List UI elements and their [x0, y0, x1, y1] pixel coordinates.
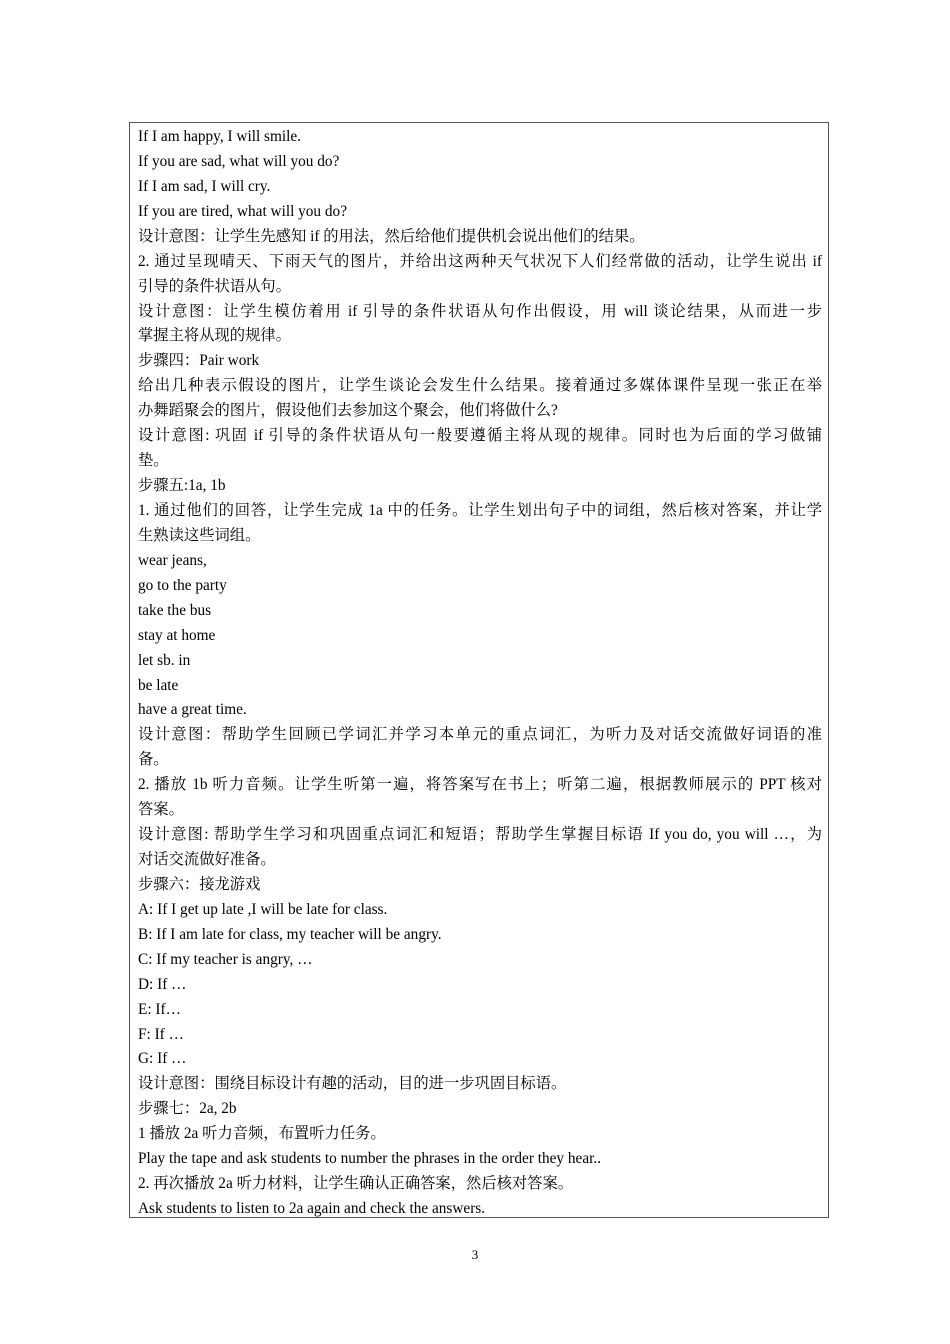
page-number: 3	[471, 1247, 479, 1262]
text-line: 1 播放 2a 听力音频，布置听力任务。	[138, 1125, 386, 1143]
text-line: go to the party	[138, 576, 227, 594]
text-line: 设计意图：让学生先感知 if 的用法，然后给他们提供机会说出他们的结果。	[138, 227, 645, 245]
text-line: If you are sad, what will you do?	[138, 152, 340, 170]
text-line: If I am sad, I will cry.	[138, 177, 271, 195]
text-line: Play the tape and ask students to number the phrases in the order they hear..	[138, 1150, 602, 1168]
text-line: 设计意图: 帮助学生学习和巩固重点词汇和短语；帮助学生掌握目标语 If you do, you will …，为	[138, 826, 822, 843]
text-line: Ask students to listen to 2a again and check the answers.	[138, 1200, 486, 1217]
text-line: 步骤四：Pair work	[138, 352, 260, 370]
text-line: 备。	[138, 751, 169, 769]
text-line: 对话交流做好准备。	[138, 851, 276, 868]
text-line: 2. 再次播放 2a 听力材料，让学生确认正确答案，然后核对答案。	[138, 1175, 574, 1193]
text-line: 设计意图：帮助学生回顾已学词汇并学习本单元的重点词汇，为听力及对话交流做好词语的准	[138, 726, 822, 744]
text-line: 步骤六：接龙游戏	[138, 875, 261, 893]
text-line: 掌握主将从现的规律。	[138, 327, 291, 345]
text-line: A: If I get up late ,I will be late for class.	[138, 900, 388, 918]
text-line: 垫。	[138, 452, 169, 470]
text-line: F: If …	[138, 1025, 184, 1043]
text-line: 步骤五:1a, 1b	[138, 477, 226, 494]
text-line: E: If…	[138, 1000, 181, 1018]
text-line: 引导的条件状语从句。	[138, 277, 291, 295]
text-line: C: If my teacher is angry, …	[138, 950, 313, 968]
text-line: 设计意图：围绕目标设计有趣的活动，目的进一步巩固目标语。	[138, 1075, 567, 1093]
text-line: If I am happy, I will smile.	[138, 128, 301, 145]
text-line: take the bus	[138, 601, 212, 619]
text-line: 生熟读这些词组。	[138, 526, 261, 544]
text-line: D: If …	[138, 975, 187, 993]
text-line: 答案。	[138, 801, 184, 819]
text-line: 设计意图: 巩固 if 引导的条件状语从句一般要遵循主将从现的规律。同时也为后面的学习做铺	[138, 427, 822, 445]
text-line: 2. 通过呈现晴天、下雨天气的图片，并给出这两种天气状况下人们经常做的活动，让学生说出 if	[138, 252, 822, 270]
text-line: let sb. in	[138, 651, 191, 669]
text-line: If you are tired, what will you do?	[138, 202, 347, 220]
text-line: 1. 通过他们的回答，让学生完成 1a 中的任务。让学生划出句子中的词组，然后核对答案，并让学	[138, 501, 822, 519]
text-line: 给出几种表示假设的图片，让学生谈论会发生什么结果。接着通过多媒体课件呈现一张正在举	[138, 377, 822, 395]
text-line: wear jeans,	[138, 551, 207, 569]
text-line: have a great time.	[138, 701, 247, 719]
text-line: B: If I am late for class, my teacher will be angry.	[138, 925, 442, 943]
text-line: 设计意图：让学生模仿着用 if 引导的条件状语从句作出假设，用 will 谈论结果，从而进一步	[138, 302, 822, 320]
text-line: stay at home	[138, 626, 216, 644]
text-line: 步骤七：2a, 2b	[138, 1100, 237, 1118]
text-line: G: If …	[138, 1050, 187, 1068]
text-line: 办舞蹈聚会的图片，假设他们去参加这个聚会，他们将做什么?	[138, 402, 558, 420]
text-line: be late	[138, 676, 179, 694]
text-line: 2. 播放 1b 听力音频。让学生听第一遍，将答案写在书上；听第二遍，根据教师展示的 PPT 核对	[138, 776, 822, 794]
